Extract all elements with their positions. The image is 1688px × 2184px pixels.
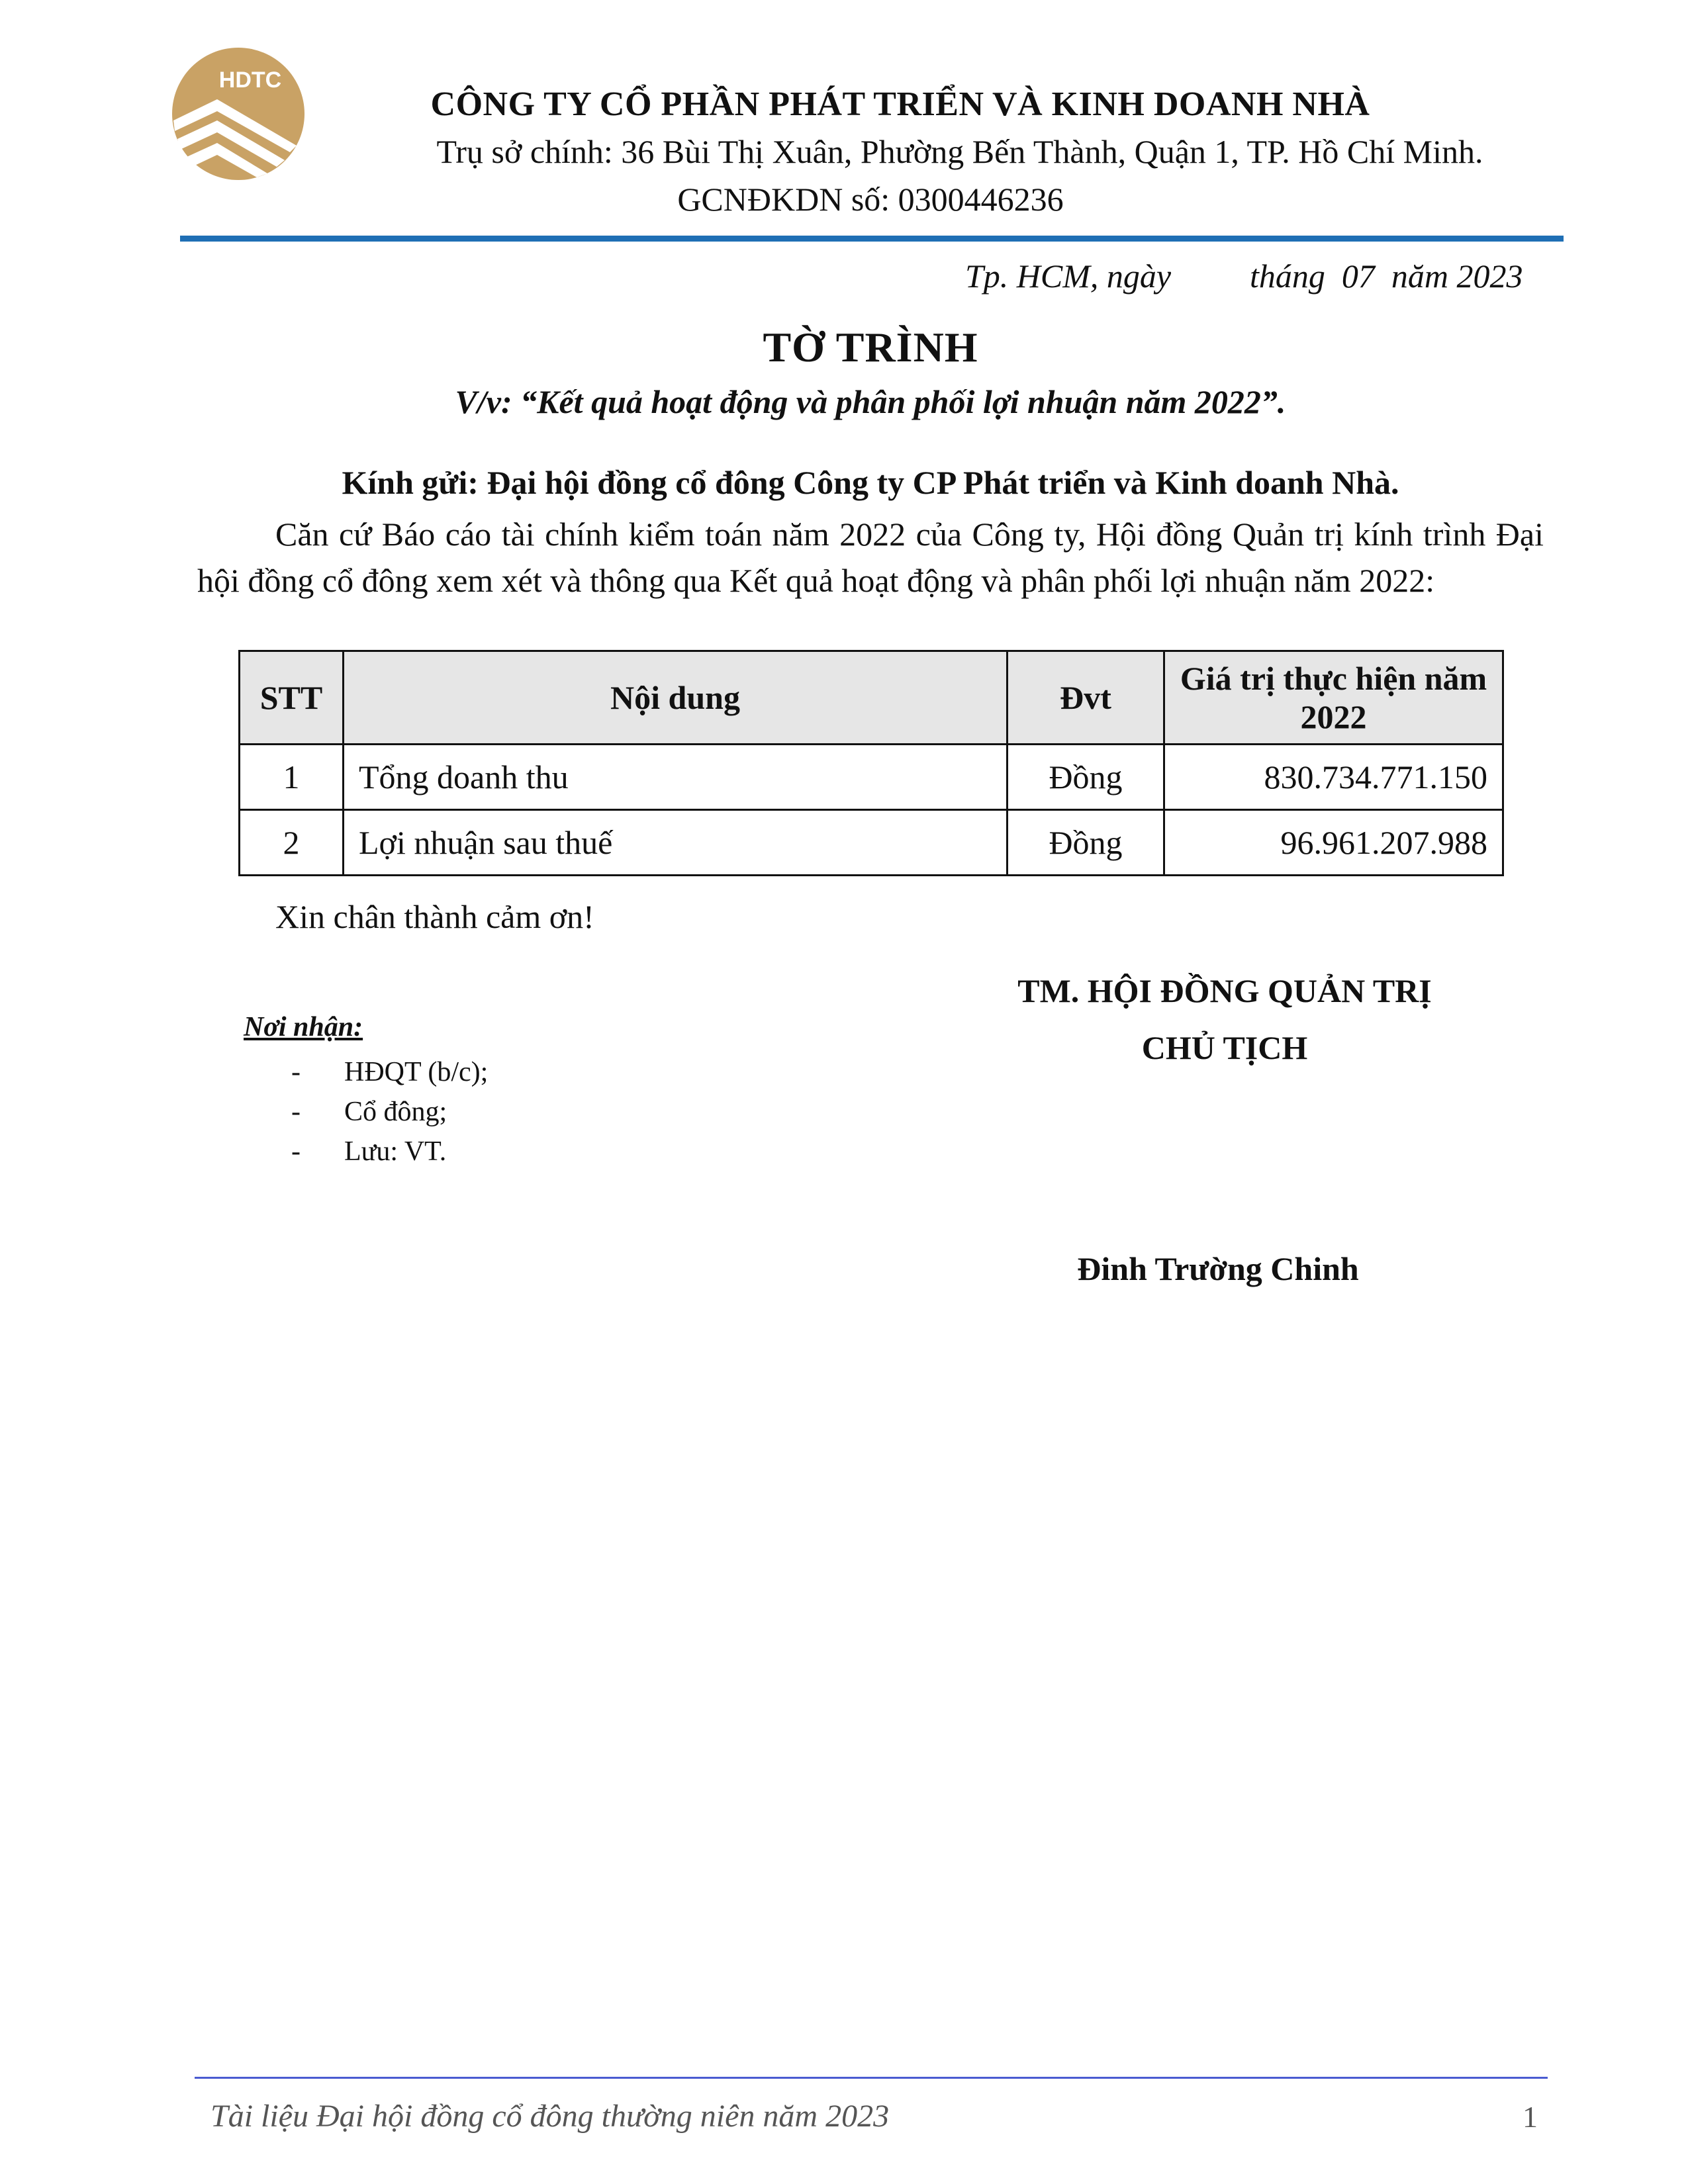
- logo-text: HDTC: [218, 68, 282, 93]
- document-title: TỜ TRÌNH: [763, 324, 978, 371]
- head-office-address: Trụ sở chính: 36 Bùi Thị Xuân, Phường Bến Thành, Quận 1, TP. Hồ Chí Minh.: [436, 133, 1483, 170]
- row-unit: Đồng: [1008, 745, 1164, 810]
- recipients-title: Nơi nhận:: [244, 1012, 363, 1042]
- row-stt: 2: [240, 810, 344, 876]
- row-value: 96.961.207.988: [1164, 810, 1503, 876]
- list-item: - Cổ đông;: [291, 1092, 488, 1132]
- row-value: 830.734.771.150: [1164, 745, 1503, 810]
- business-license-number: GCNĐKDN số: 0300446236: [677, 181, 1064, 218]
- row-content: Tổng doanh thu: [344, 745, 1008, 810]
- closing-text: Xin chân thành cảm ơn!: [275, 898, 594, 935]
- document-subject: V/v: “Kết quả hoạt động và phân phối lợi nhuận năm 2022”.: [455, 383, 1286, 420]
- footer-text: Tài liệu Đại hội đồng cổ đông thường niên năm 2023: [211, 2099, 890, 2134]
- row-content: Lợi nhuận sau thuế: [344, 810, 1008, 876]
- header-unit: Đvt: [1008, 651, 1164, 745]
- header-divider: [180, 236, 1564, 242]
- footer-divider: [195, 2077, 1548, 2079]
- body-paragraph: Căn cứ Báo cáo tài chính kiểm toán năm 2022 của Công ty, Hội đồng Quản trị kính trình Đại hội đồng cổ đông xem xét và thông qua Kết quả hoạt động và phân phối lợi nhuận năm 2022:: [197, 516, 1544, 599]
- list-item: - Lưu: VT.: [291, 1132, 488, 1171]
- row-unit: Đồng: [1008, 810, 1164, 876]
- signature-board: TM. HỘI ĐỒNG QUẢN TRỊ: [1017, 972, 1432, 1009]
- list-item: - HĐQT (b/c);: [291, 1052, 488, 1092]
- header-value: Giá trị thực hiện năm 2022: [1164, 651, 1503, 745]
- signature-position: CHỦ TỊCH: [1141, 1029, 1308, 1066]
- recipients-list: [291, 1052, 488, 1171]
- table-header-row: [240, 651, 1503, 745]
- row-stt: 1: [240, 745, 344, 810]
- header-content: Nội dung: [344, 651, 1008, 745]
- addressee: Kính gửi: Đại hội đồng cổ đông Công ty CP Phát triển và Kinh doanh Nhà.: [342, 464, 1399, 501]
- company-name: CÔNG TY CỔ PHẦN PHÁT TRIỂN VÀ KINH DOANH NHÀ: [430, 85, 1370, 123]
- results-table: [238, 650, 1504, 876]
- table-row: [240, 745, 1503, 810]
- date-place: Tp. HCM, ngày: [965, 257, 1172, 295]
- page-number: 1: [1523, 2100, 1538, 2134]
- table-row: [240, 810, 1503, 876]
- signature-name: Đinh Trường Chinh: [1077, 1250, 1359, 1287]
- header-stt: STT: [240, 651, 344, 745]
- date-month-year: tháng 07 năm 2023: [1250, 257, 1523, 295]
